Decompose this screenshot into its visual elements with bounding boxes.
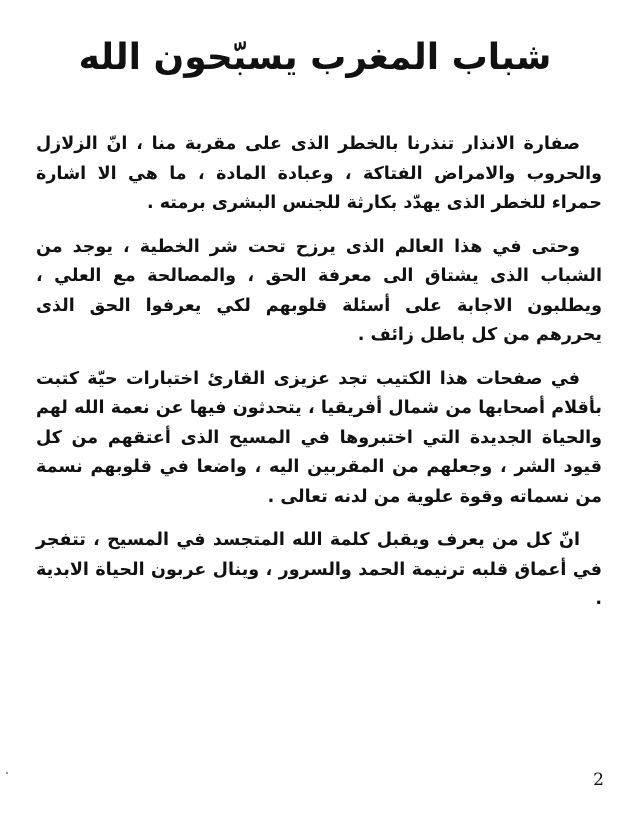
- paragraph-3: في صفحات هذا الكتيب تجد عزيزى القارئ اختبارات حيّة كتبت بأقلام أصحابها من شمال أفريقيا ، يتحدثون فيها عن نعمة الله لهم والحياة الجديدة التي اختبروها في المسيح الذى أعتقهم من كل قيود الشر ، وجعلهم من المقربين اليه ، واضعا في قلوبهم نسمة من نسماته وقوة علوية من لدنه تعالى .: [36, 368, 602, 507]
- paragraph-2: وحتى في هذا العالم الذى يرزح تحت شر الخطية ، يوجد من الشباب الذى يشتاق الى معرفة الحق ، والمصالحة مع العلي ، ويطلبون الاجابة على أسئلة قلوبهم لكي يعرفوا الحق الذى يحررهم من كل باطل زائف .: [36, 236, 602, 345]
- page-title: شباب المغرب يسبّحون الله: [78, 37, 552, 78]
- page-number: 2: [593, 770, 604, 790]
- paragraph-1: صفارة الانذار تنذرنا بالخطر الذى على مقربة منا ، انّ الزلازل والحروب والامراض الفتاكة ، وعبادة المادة ، ما هي الا اشارة حمراء للخطر الذى يهدّد بكارثة للجنس البشرى برمته .: [36, 134, 602, 213]
- paragraph-4: انّ كل من يعرف ويقبل كلمة الله المتجسد في المسيح ، تتفجر في أعماق قلبه ترنيمة الحمد والسرور ، وينال عربون الحياة الابدية .: [36, 530, 602, 609]
- body-text: [36, 130, 602, 629]
- scan-mark: [6, 772, 8, 774]
